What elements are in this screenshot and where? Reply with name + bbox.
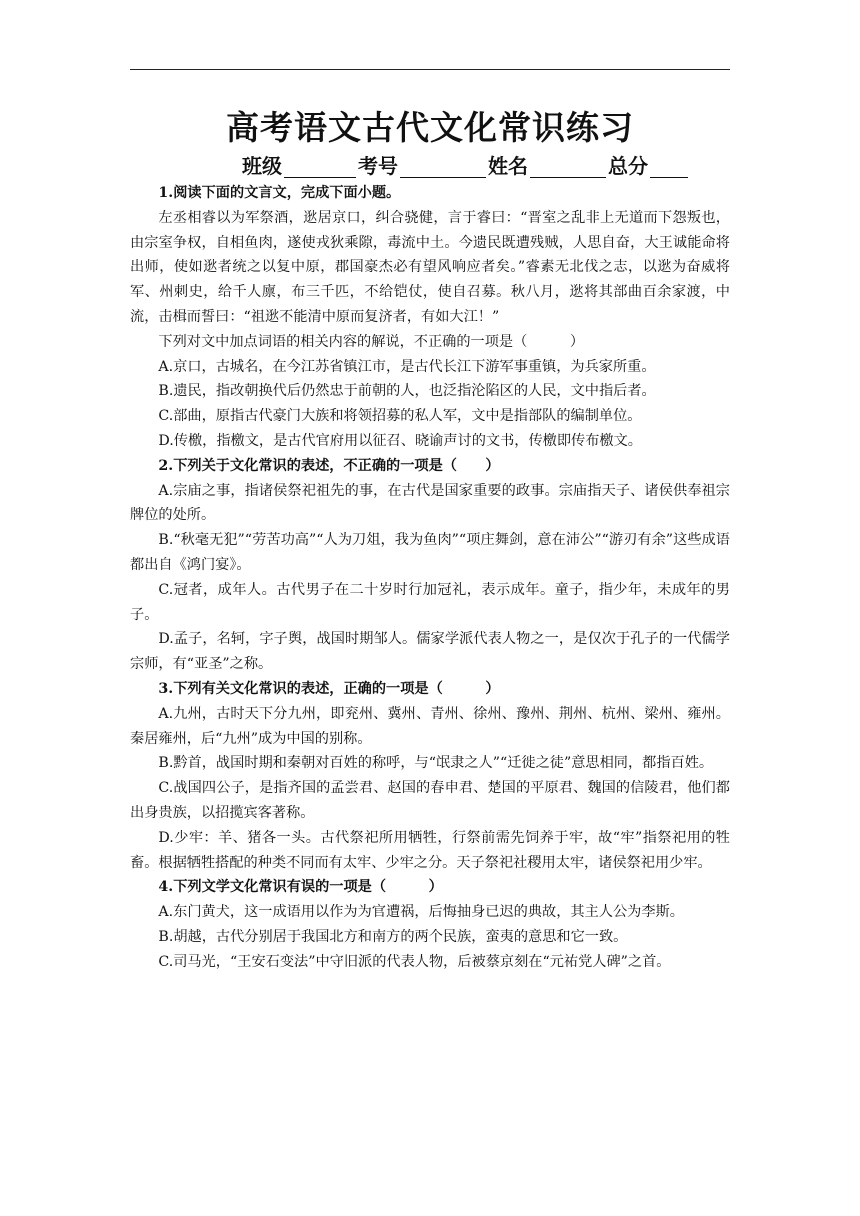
- question-3-option-d: D.少牢：羊、猪各一头。古代祭祀所用牺牲，行祭前需先饲养于牢，故“牢”指祭祀用的牲畜。根据牺牲搭配的种类不同而有太牢、少牢之分。天子祭祀社稷用太牢，诸侯祭祀用少牢。: [130, 829, 730, 871]
- question-1-heading: 1.阅读下面的文言文，完成下面小题。: [158, 185, 401, 201]
- question-2-option-b: B.“秋毫无犯”“劳苦功高”“人为刀俎，我为鱼肉”“项庄舞剑，意在沛公”“游刃有余”这些成语都出自《鸿门宴》。: [130, 532, 730, 573]
- class-label: 班级: [242, 154, 282, 178]
- score-blank[interactable]: [650, 155, 688, 178]
- question-4-heading: 4.下列文学文化常识有误的一项是（ ）: [158, 879, 443, 896]
- student-info-line: [242, 152, 732, 180]
- name-label: 姓名: [488, 154, 528, 178]
- question-3-option-c: C.战国四公子，是指齐国的孟尝君、赵国的春申君、楚国的平原君、魏国的信陵君，他们都出身贵族，以招揽宾客著称。: [130, 780, 730, 821]
- question-4-option-b: B.胡越，古代分别居于我国北方和南方的两个民族，蛮夷的意思和它一致。: [158, 928, 628, 945]
- page-title: 高考语文古代文化常识练习: [226, 108, 634, 147]
- class-blank[interactable]: [284, 155, 356, 178]
- score-label: 总分: [608, 154, 648, 178]
- question-4-option-a: A.东门黄犬，这一成语用以作为为官遭祸，后悔抽身已迟的典故，其主人公为李斯。: [158, 904, 684, 921]
- question-1-passage: 左丞相睿以为军祭酒，逖居京口，纠合骁健，言于睿曰：“晋室之乱非上无道而下怨叛也，由宗室争权，自相鱼肉，遂使戎狄乘隙，毒流中土。今遗民既遭残贼，人思自奋，大王诚能命将出师，使如逖者统之以复中原，郡国豪杰必有望风响应者矣。”睿素无北伐之志，以逖为奋威将军、州刺史，给千人廪，布三千匹，不给铠仗，使自召募。秋八月，逖将其部曲百余家渡，中流，击楫而誓曰：“祖逖不能清中原而复济者，有如大江！”: [130, 209, 730, 325]
- question-3-heading: 3.下列有关文化常识的表述，正确的一项是（ ）: [158, 680, 500, 697]
- question-2-option-d: D.孟子，名轲，字子舆，战国时期邹人。儒家学派代表人物之一，是仅次于孔子的一代儒学宗师，有“亚圣”之称。: [130, 631, 730, 673]
- question-content: [130, 181, 730, 975]
- question-1-option-a: A.京口，古城名，在今江苏省镇江市，是古代长江下游军事重镇，为兵家所重。: [158, 358, 656, 375]
- exam-no-label: 考号: [358, 154, 398, 178]
- question-4-option-c: C.司马光，“王安石变法”中守旧派的代表人物，后被蔡京刻在“元祐党人碑”之首。: [158, 953, 671, 970]
- question-2-option-c: C.冠者，成年人。古代男子在二十岁时行加冠礼，表示成年。童子，指少年，未成年的男子。: [130, 581, 730, 623]
- question-1-option-d: D.传檄，指檄文，是古代官府用以征召、晓谕声讨的文书，传檄即传布檄文。: [158, 432, 642, 449]
- header-rule: [130, 69, 730, 70]
- question-2-option-a: A.宗庙之事，指诸侯祭祀祖先的事，在古代是国家重要的政事。宗庙指天子、诸侯供奉祖宗牌位的处所。: [130, 482, 730, 524]
- question-3-option-a: A.九州，古时天下分九州，即兖州、冀州、青州、徐州、豫州、荆州、杭州、梁州、雍州。秦居雍州，后“九州”成为中国的别称。: [130, 705, 730, 747]
- question-2-heading: 2.下列关于文化常识的表述，不正确的一项是（ ）: [158, 457, 500, 474]
- question-1-option-b: B.遗民，指改朝换代后仍然忠于前朝的人，也泛指沦陷区的人民，文中指后者。: [158, 383, 656, 400]
- question-3-option-b: B.黔首，战国时期和秦朝对百姓的称呼，与“氓隶之人”“迁徙之徒”意思相同，都指百姓。: [158, 755, 714, 772]
- question-1-stem: 下列对文中加点词语的相关内容的解说，不正确的一项是（ ）: [158, 333, 585, 350]
- name-blank[interactable]: [530, 155, 606, 178]
- exam-no-blank[interactable]: [400, 155, 486, 178]
- question-1-option-c: C.部曲，原指古代豪门大族和将领招募的私人军，文中是指部队的编制单位。: [158, 408, 642, 425]
